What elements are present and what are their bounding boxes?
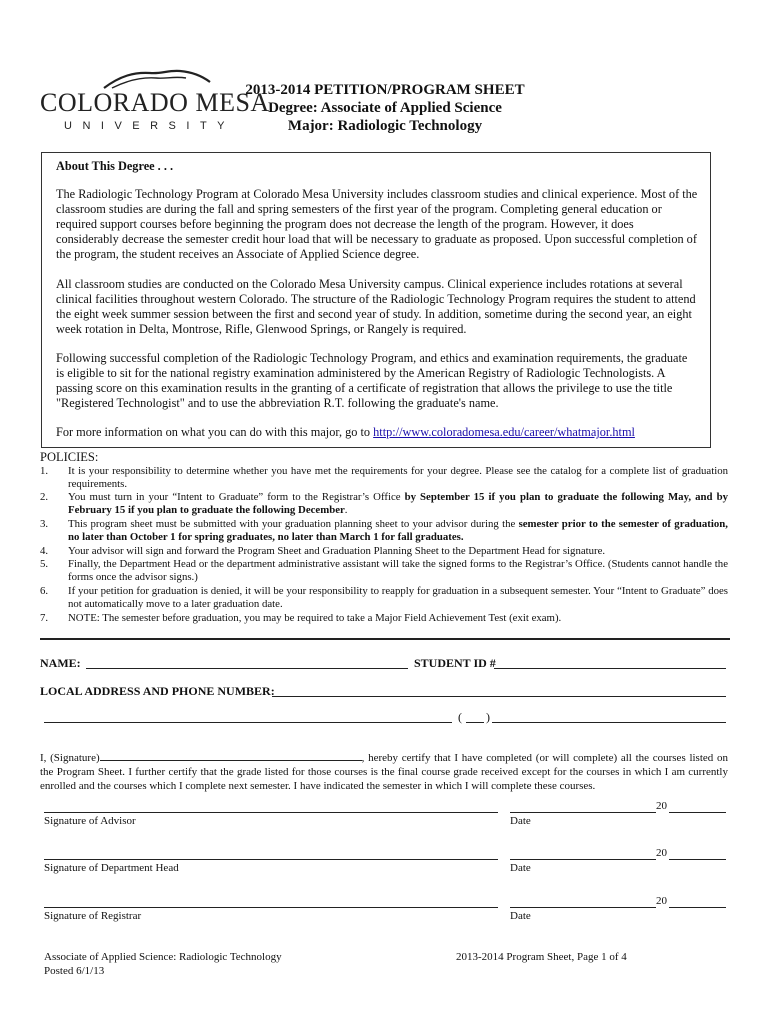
registrar-signature-label: Signature of Registrar xyxy=(44,910,142,922)
sheet-title: 2013-2014 PETITION/PROGRAM SHEET xyxy=(245,82,525,98)
about-paragraph-1: The Radiologic Technology Program at Colorado Mesa University includes classroom studies and clinical experience. Most of the classroom studies are during the fall and spring semesters of the first year of the program. Completing general education or required support courses before beginning the program does not decrease the length of the program. However, it does considerably decrease the semester credit hour load that will be necessary to graduate as proposed. Upon successful completion of the program, the student receives an Associate of Applied Science degree. xyxy=(56,187,698,261)
certification-prefix: I, (Signature) xyxy=(40,752,100,764)
policy-text: Your advisor will sign and forward the Program Sheet and Graduation Planning Sheet to the Department Head for signature. xyxy=(68,545,606,557)
policy-deadline: by September 15 if you plan to graduate the following May, and by February 15 if you plan to graduate the following December xyxy=(68,491,728,516)
about-paragraph-3: Following successful completion of the Radiologic Technology Program, and ethics and examination requirements, the graduate is eligible to sit for the national registry examination administered by the American Registry of Radiologic Technologists. A passing score on this examination results in the granting of a certificate of registration that allows the privilege to use the title "Registered Technologist" and to use the abbreviation R.T. following the graduate's name. xyxy=(56,351,688,410)
certification-statement xyxy=(40,750,728,793)
policy-number: 7. xyxy=(40,612,49,624)
advisor-date-label: Date xyxy=(510,815,531,827)
policy-text: If your petition for graduation is denied, it will be your responsibility to reapply for graduation in a subsequent semester. Your “Intent to Graduate” does not automatically move to a later graduation date. xyxy=(68,585,728,610)
dept-head-date-label: Date xyxy=(510,862,531,874)
policy-text-part: . xyxy=(344,504,348,516)
major-title: Major: Radiologic Technology xyxy=(287,118,483,134)
dept-head-year-field[interactable] xyxy=(669,859,726,860)
policy-text xyxy=(68,491,728,517)
dept-head-signature-field[interactable] xyxy=(44,859,498,860)
about-degree-box xyxy=(41,152,711,448)
footer-program: Associate of Applied Science: Radiologic Technology xyxy=(44,951,282,963)
footer-page-number: 2013-2014 Program Sheet, Page 1 of 4 xyxy=(456,951,627,963)
year-prefix: 20 xyxy=(656,847,667,859)
policy-number: 4. xyxy=(40,545,49,557)
name-field[interactable] xyxy=(86,668,408,669)
policy-number: 6. xyxy=(40,585,49,597)
career-link[interactable]: http://www.coloradomesa.edu/career/whatmajor.html xyxy=(373,425,635,439)
logo-wordmark: COLORADO MESA xyxy=(40,88,270,117)
policy-text: Finally, the Department Head or the department administrative assistant will take the signed forms to the Registrar’s Office. (Students cannot handle the forms once the advisor signs.) xyxy=(68,558,728,583)
signature-inline-field[interactable] xyxy=(100,750,362,761)
address-label: LOCAL ADDRESS AND PHONE NUMBER: xyxy=(40,684,275,698)
about-paragraph-2: All classroom studies are conducted on the Colorado Mesa University campus. Clinical experience includes rotations at several clinical facilities throughout western Colorado. The structure of the Radiologic Technology Program requires the student to attend the eight week summer session between the first and second year of study. In addition, sometime during the second year, an eight week rotation in Delta, Montrose, Rifle, Glenwood Springs, or Rangely is required. xyxy=(56,277,696,336)
dept-head-signature-label: Signature of Department Head xyxy=(44,862,179,874)
certification-text: , hereby certify that I have completed (or will complete) all the courses listed on the Program Sheet. I further certify that the grade listed for those courses is the final course grade received except for the courses in which I am currently enrolled and the courses which I complete next semester. I have indicated the semester in which I will complete these courses. xyxy=(40,752,728,792)
area-code-field[interactable] xyxy=(466,722,484,723)
policy-text xyxy=(68,518,728,544)
student-id-label: STUDENT ID # xyxy=(414,656,496,670)
about-paragraph-4 xyxy=(56,425,698,440)
registrar-date-label: Date xyxy=(510,910,531,922)
year-prefix: 20 xyxy=(656,800,667,812)
policy-number: 3. xyxy=(40,518,49,530)
advisor-signature-label: Signature of Advisor xyxy=(44,815,136,827)
policy-text: It is your responsibility to determine whether you have met the requirements for your degree. Please see the catalog for a complete list of graduation requirements. xyxy=(68,465,728,490)
advisor-signature-field[interactable] xyxy=(44,812,498,813)
policy-text-part: You must turn in your “Intent to Graduate” form to the Registrar’s Office xyxy=(68,491,405,503)
mesa-mountain-icon xyxy=(102,68,212,90)
registrar-signature-field[interactable] xyxy=(44,907,498,908)
about-title: About This Degree . . . xyxy=(56,159,174,173)
name-label: NAME: xyxy=(40,656,81,670)
advisor-date-field[interactable] xyxy=(510,812,656,813)
phone-paren-close: ) xyxy=(486,710,490,724)
policy-number: 5. xyxy=(40,558,49,570)
advisor-year-field[interactable] xyxy=(669,812,726,813)
footer-posted-date: Posted 6/1/13 xyxy=(44,965,105,977)
phone-number-field[interactable] xyxy=(492,722,726,723)
logo-university: UNIVERSITY xyxy=(64,120,236,132)
year-prefix: 20 xyxy=(656,895,667,907)
address-field[interactable] xyxy=(272,696,726,697)
policy-number: 2. xyxy=(40,491,49,503)
degree-title: Degree: Associate of Applied Science xyxy=(268,100,502,116)
policy-text-part: This program sheet must be submitted with your graduation planning sheet to your advisor during the xyxy=(68,518,519,530)
phone-paren-open: ( xyxy=(458,710,462,724)
registrar-date-field[interactable] xyxy=(510,907,656,908)
student-id-field[interactable] xyxy=(494,668,726,669)
policy-text: NOTE: The semester before graduation, you may be required to take a Major Field Achievement Test (exit exam). xyxy=(68,612,562,624)
dept-head-date-field[interactable] xyxy=(510,859,656,860)
policy-deadline: semester prior to the semester of graduation, no later than October 1 for spring graduates, no later than March 1 for fall graduates. xyxy=(68,518,728,543)
more-info-text: For more information on what you can do with this major, go to xyxy=(56,425,374,439)
policy-number: 1. xyxy=(40,465,49,477)
section-divider xyxy=(40,638,730,640)
registrar-year-field[interactable] xyxy=(669,907,726,908)
policies-title: POLICIES: xyxy=(40,450,99,464)
address-line-2-field[interactable] xyxy=(44,722,452,723)
